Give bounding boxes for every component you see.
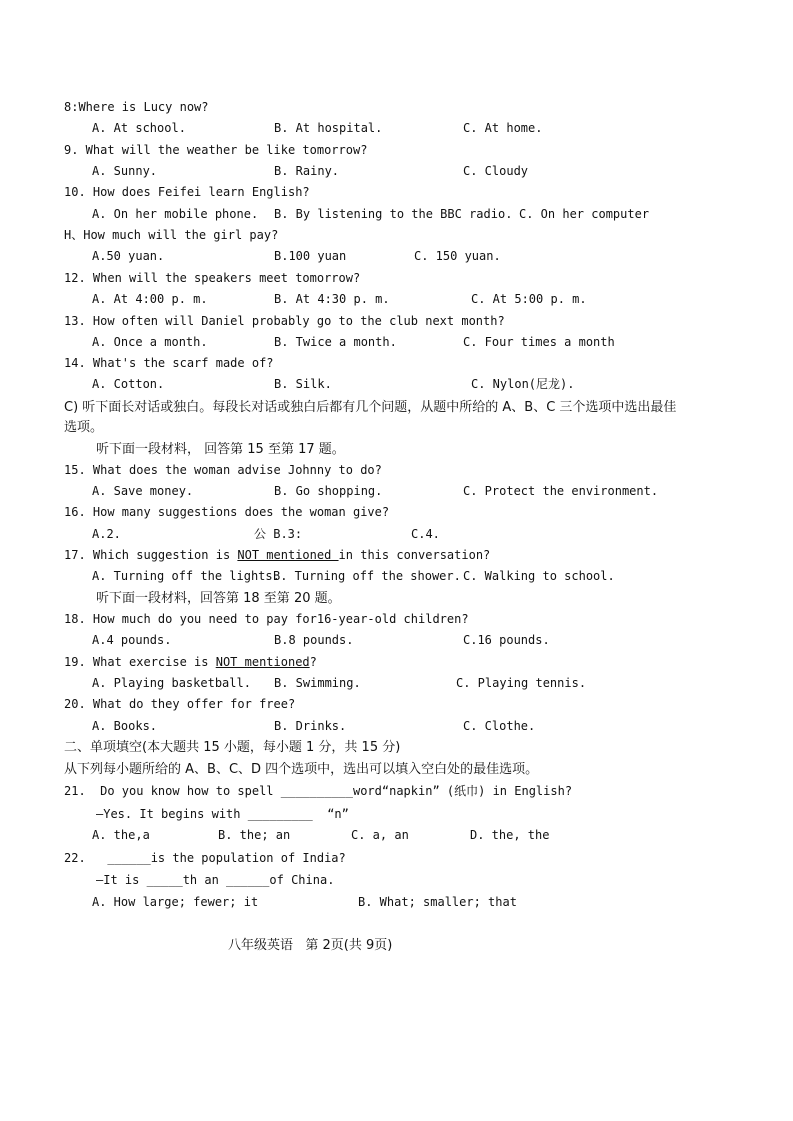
- q10-option-c: C. On her computer: [519, 207, 650, 221]
- q17-option-a: A. Turning off the lights.: [92, 569, 280, 583]
- question-14: 14. What's the scarf made of?: [64, 356, 274, 370]
- q15-option-c: C. Protect the environment.: [463, 484, 659, 498]
- q14-option-a: A. Cotton.: [92, 377, 165, 391]
- question-19: [64, 655, 317, 670]
- q19-text-end: ?: [309, 655, 317, 669]
- q21-option-d: D. the, the: [470, 828, 550, 842]
- q19-option-b: B. Swimming.: [274, 676, 361, 690]
- q19-underlined-text: NOT mentioned: [215, 655, 310, 669]
- q17-text-end: in this conversation?: [338, 548, 491, 562]
- q11-option-b: B.100 yuan: [274, 249, 347, 263]
- q12-option-c: C. At 5:00 p. m.: [471, 292, 587, 306]
- question-18: 18. How much do you need to pay for16-year-old children?: [64, 612, 469, 626]
- q19-text-start: 19. What exercise is: [64, 655, 216, 669]
- q20-option-a: A. Books.: [92, 719, 158, 733]
- q14-option-b: B. Silk.: [274, 377, 332, 391]
- question-17: [64, 548, 490, 563]
- q19-option-a: A. Playing basketball.: [92, 676, 251, 690]
- q21-option-a: A. the,a: [92, 828, 150, 842]
- question-12: 12. When will the speakers meet tomorrow?: [64, 271, 361, 285]
- q12-option-a: A. At 4:00 p. m.: [92, 292, 208, 306]
- q13-option-a: A. Once a month.: [92, 335, 208, 349]
- q9-option-c: C. Cloudy: [463, 164, 529, 178]
- q8-option-b: B. At hospital.: [274, 121, 383, 135]
- q16-option-c: C.4.: [411, 527, 440, 541]
- question-16: 16. How many suggestions does the woman give?: [64, 505, 390, 519]
- q9-option-b: B. Rainy.: [274, 164, 340, 178]
- question-8: 8:Where is Lucy now?: [64, 100, 209, 114]
- part-2-title: 二、单项填空(本大题共 15 小题，每小题 1 分，共 15 分): [64, 740, 401, 755]
- question-10: 10. How does Feifei learn English?: [64, 185, 310, 199]
- q20-option-b: B. Drinks.: [274, 719, 347, 733]
- q11-option-c: C. 150 yuan.: [414, 249, 501, 263]
- q17-text-start: 17. Which suggestion is: [64, 548, 238, 562]
- page-footer: 八年级英语 第 2页(共 9页): [228, 938, 393, 953]
- q15-option-a: A. Save money.: [92, 484, 194, 498]
- q18-option-a: A.4 pounds.: [92, 633, 172, 647]
- q19-option-c: C. Playing tennis.: [456, 676, 587, 690]
- q16-option-a: A.2.: [92, 527, 121, 541]
- material-1-heading: 听下面一段材料， 回答第 15 至第 17 题。: [96, 442, 345, 457]
- question-21: 21. Do you know how to spell __________word“napkin” (纸巾) in English?: [64, 784, 573, 798]
- q21-option-c: C. a, an: [351, 828, 409, 842]
- q20-option-c: C. Clothe.: [463, 719, 536, 733]
- q22-option-b: B. What; smaller; that: [358, 895, 517, 909]
- part-2-instruction: 从下列每小题所给的 A、B、C、D 四个选项中，选出可以填入空白处的最佳选项。: [64, 762, 539, 777]
- q22-option-a: A. How large; fewer; it: [92, 895, 259, 909]
- q17-option-c: C. Walking to school.: [463, 569, 615, 583]
- q22-reply: —It is _____th an ______of China.: [96, 873, 335, 887]
- q17-underlined-text: NOT mentioned: [237, 548, 339, 562]
- question-13: 13. How often will Daniel probably go to the club next month?: [64, 314, 505, 328]
- question-20: 20. What do they offer for free?: [64, 697, 296, 711]
- q14-option-c: C. Nylon(尼龙).: [471, 377, 575, 391]
- q9-option-a: A. Sunny.: [92, 164, 158, 178]
- q13-option-b: B. Twice a month.: [274, 335, 397, 349]
- question-15: 15. What does the woman advise Johnny to do?: [64, 463, 382, 477]
- q17-option-b: B. Turning off the shower.: [273, 569, 461, 583]
- q11-option-a: A.50 yuan.: [92, 249, 165, 263]
- q21-option-b: B. the; an: [218, 828, 291, 842]
- question-11: H、How much will the girl pay?: [64, 228, 279, 242]
- question-22: 22. ______is the population of India?: [64, 851, 346, 865]
- q21-reply: —Yes. It begins with _________ “n”: [96, 807, 349, 821]
- q16-option-b: 公 B.3:: [254, 527, 303, 541]
- question-9: 9. What will the weather be like tomorrow?: [64, 143, 368, 157]
- section-c-instruction: C) 听下面长对话或独白。每段长对话或独白后都有几个问题，从题中所给的 A、B、C 三个选项中选出最佳: [64, 400, 677, 415]
- q15-option-b: B. Go shopping.: [274, 484, 383, 498]
- q8-option-c: C. At home.: [463, 121, 543, 135]
- q18-option-b: B.8 pounds.: [274, 633, 354, 647]
- q18-option-c: C.16 pounds.: [463, 633, 550, 647]
- section-c-instruction-cont: 选项。: [64, 420, 104, 435]
- q8-option-a: A. At school.: [92, 121, 186, 135]
- q12-option-b: B. At 4:30 p. m.: [274, 292, 390, 306]
- q10-option-b: B. By listening to the BBC radio.: [274, 207, 513, 221]
- q10-option-a: A. On her mobile phone.: [92, 207, 259, 221]
- material-2-heading: 听下面一段材料，回答第 18 至第 20 题。: [96, 591, 341, 606]
- q13-option-c: C. Four times a month: [463, 335, 615, 349]
